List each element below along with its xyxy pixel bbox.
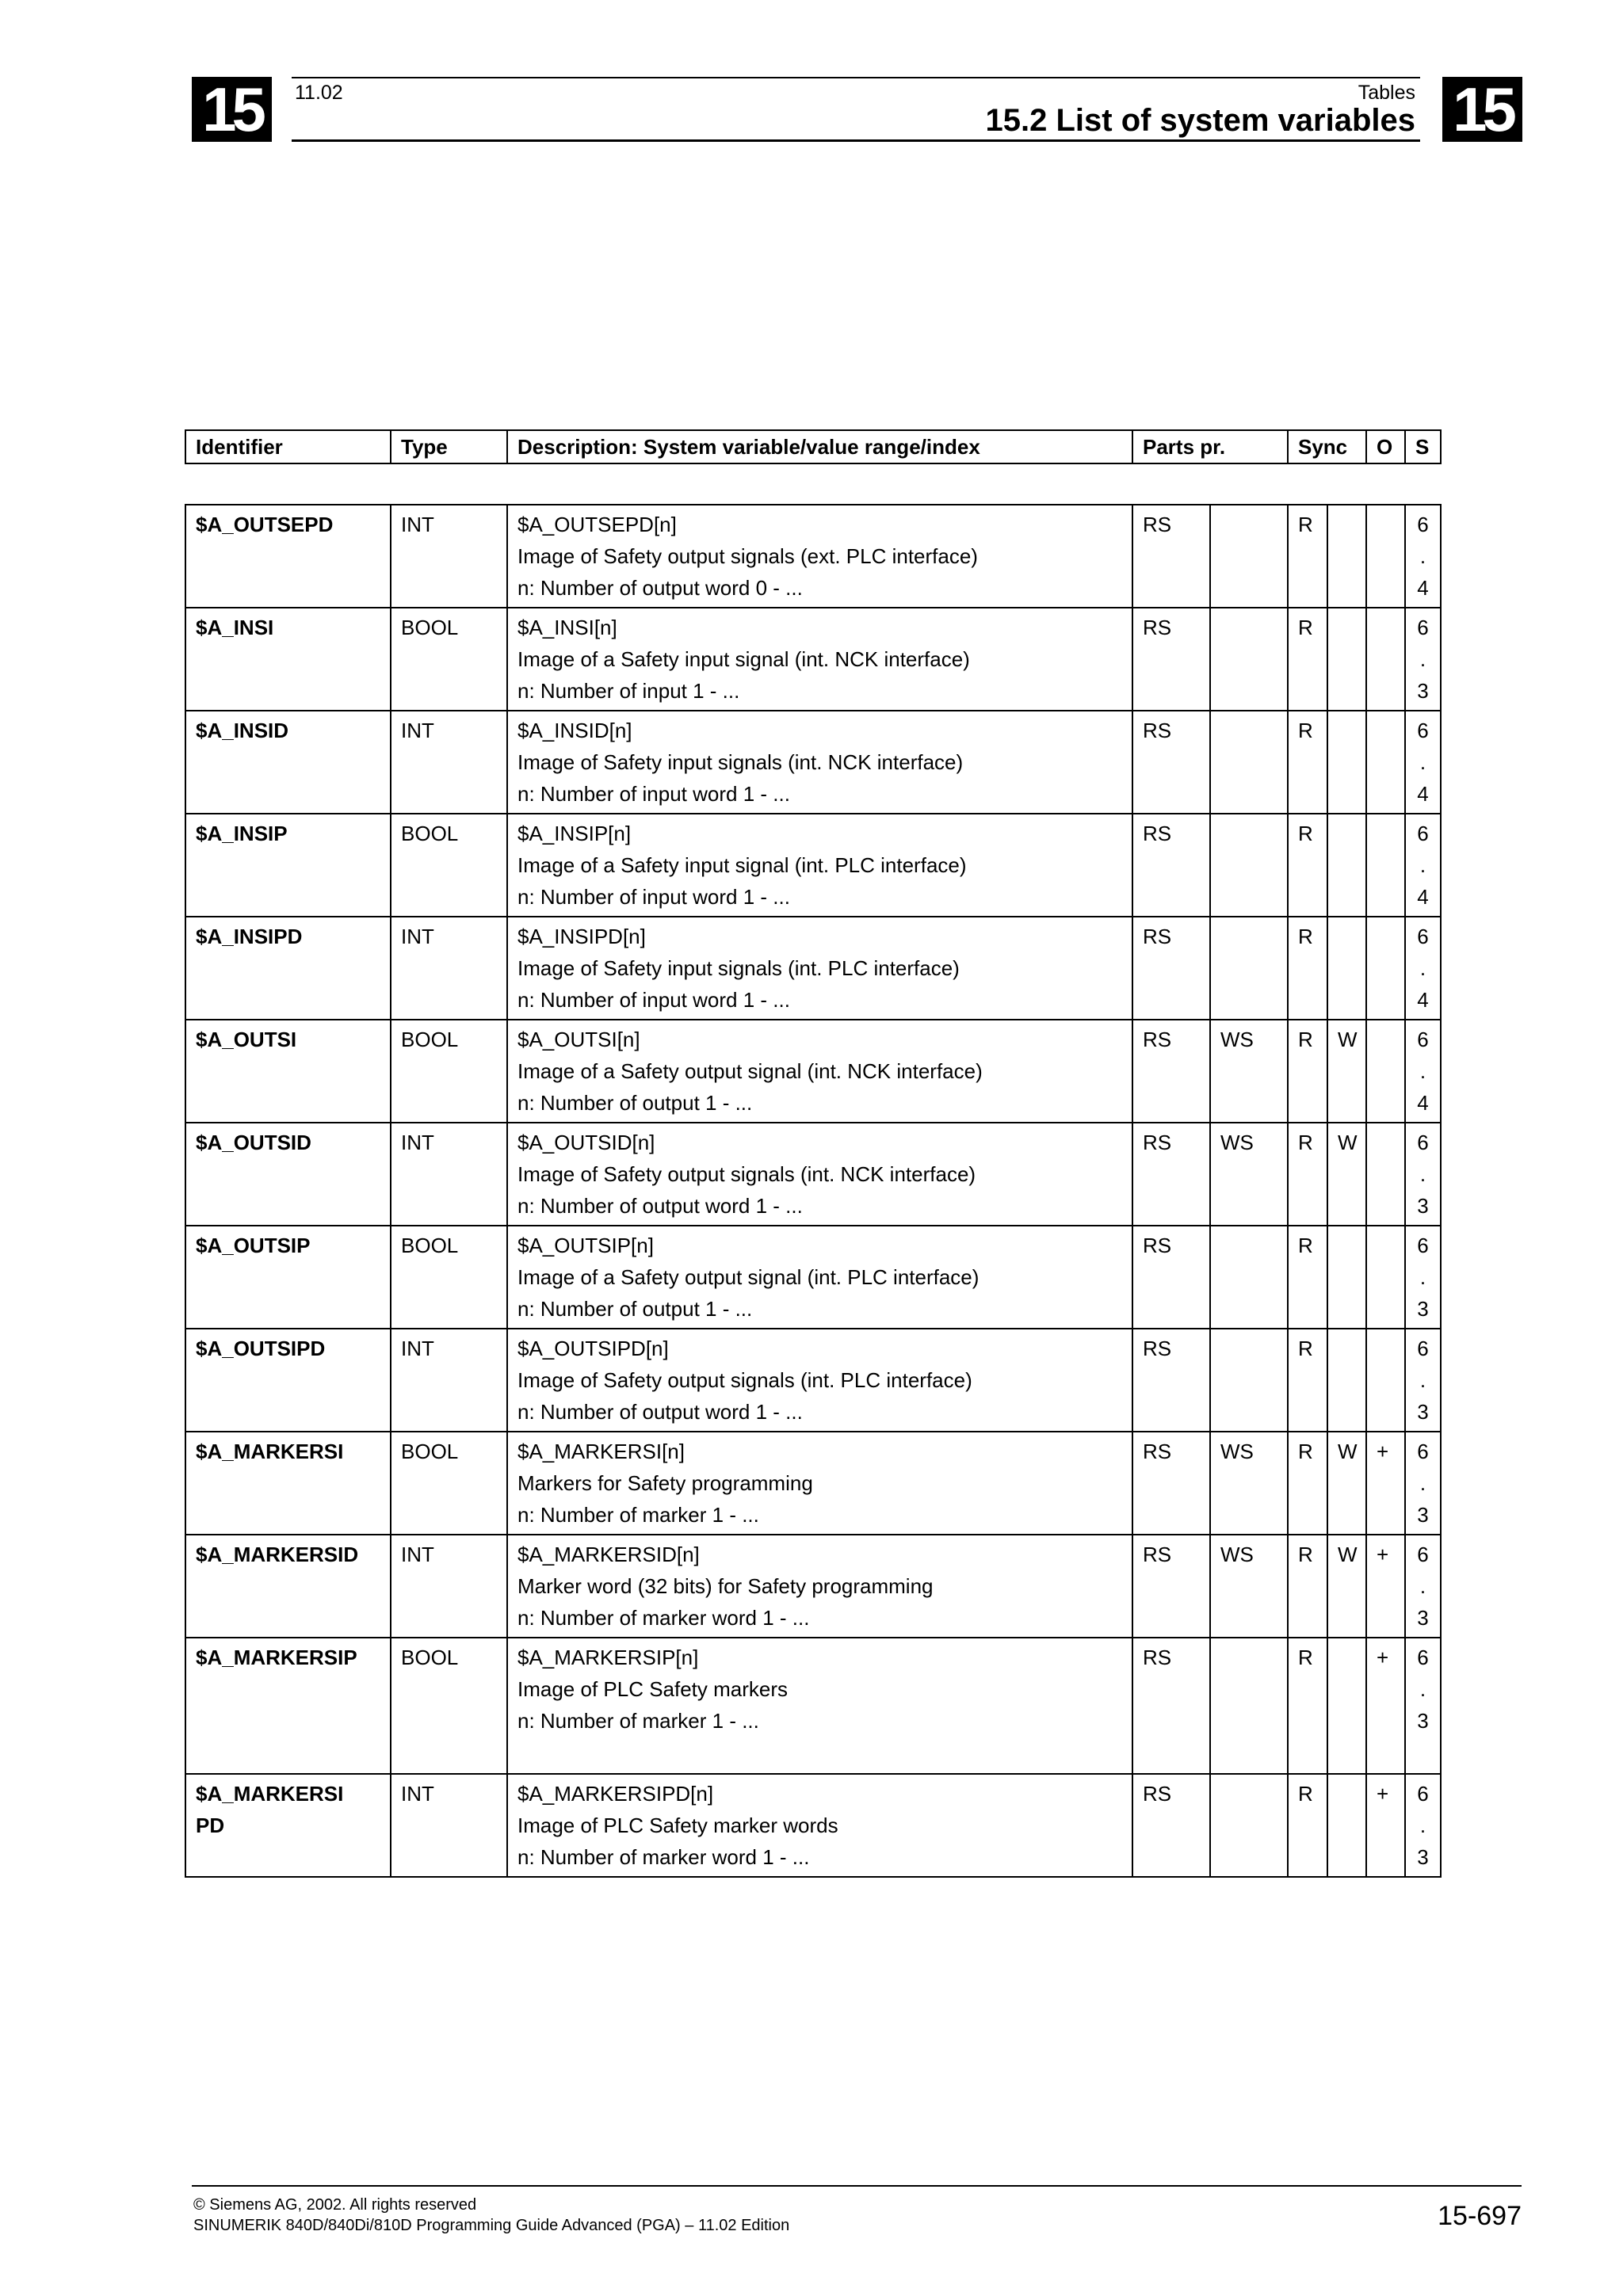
s-char: 3 <box>1417 1400 1429 1424</box>
s-char: 3 <box>1417 679 1429 703</box>
cell-s <box>1405 1535 1441 1638</box>
cell-o <box>1366 1329 1405 1432</box>
cell-sync-write <box>1327 1329 1366 1432</box>
cell-identifier: $A_OUTSIPD <box>185 1329 391 1432</box>
table-row <box>185 1226 1441 1329</box>
page-title: 15.2 List of system variables <box>985 103 1415 138</box>
s-char: 4 <box>1417 988 1429 1012</box>
cell-sync-write <box>1327 1774 1366 1877</box>
cell-o <box>1366 1020 1405 1123</box>
description-line: n: Number of input word 1 - ... <box>517 885 790 909</box>
s-char: . <box>1419 1059 1426 1083</box>
table-row <box>185 1774 1441 1877</box>
s-char: . <box>1419 1677 1426 1701</box>
system-variables-table <box>185 504 1442 1878</box>
description-line: n: Number of output word 1 - ... <box>517 1400 803 1424</box>
table-row <box>185 608 1441 711</box>
description-line: Marker word (32 bits) for Safety programming <box>517 1574 934 1598</box>
s-char: 3 <box>1417 1606 1429 1630</box>
s-char: 4 <box>1417 1091 1429 1115</box>
cell-type: BOOL <box>391 1432 507 1535</box>
s-char: 6 <box>1417 1131 1429 1154</box>
footer-rule <box>192 2185 1522 2187</box>
cell-sync-read: R <box>1288 1020 1327 1123</box>
cell-sync-read: R <box>1288 1329 1327 1432</box>
s-char: 6 <box>1417 1646 1429 1669</box>
cell-o: + <box>1366 1774 1405 1877</box>
cell-sync-write: W <box>1327 1535 1366 1638</box>
cell-sync-read: R <box>1288 1774 1327 1877</box>
s-char: 4 <box>1417 782 1429 806</box>
cell-s <box>1405 1774 1441 1877</box>
cell-description <box>507 1432 1132 1535</box>
header-rule-top <box>292 77 1420 78</box>
chapter-number-left: 15 <box>192 77 272 142</box>
description-line: n: Number of marker 1 - ... <box>517 1503 759 1527</box>
cell-parts-write: WS <box>1210 1535 1288 1638</box>
column-header-description: Description: System variable/value range/index <box>507 430 1132 463</box>
cell-identifier: $A_MARKERSID <box>185 1535 391 1638</box>
cell-sync-write <box>1327 917 1366 1020</box>
cell-description <box>507 1123 1132 1226</box>
cell-sync-read: R <box>1288 1123 1327 1226</box>
column-header-type: Type <box>391 430 507 463</box>
description-line: n: Number of marker word 1 - ... <box>517 1845 810 1869</box>
cell-parts-read: RS <box>1132 711 1210 814</box>
cell-s <box>1405 1226 1441 1329</box>
cell-sync-read: R <box>1288 505 1327 608</box>
cell-o <box>1366 814 1405 917</box>
cell-description <box>507 505 1132 608</box>
description-line: Image of Safety input signals (int. NCK interface) <box>517 750 964 774</box>
cell-sync-read: R <box>1288 711 1327 814</box>
description-line: $A_MARKERSIP[n] <box>517 1646 699 1669</box>
table-row <box>185 1329 1441 1432</box>
cell-sync-write <box>1327 1638 1366 1774</box>
cell-o: + <box>1366 1638 1405 1774</box>
column-header-sync: Sync <box>1288 430 1366 463</box>
s-char: . <box>1419 1574 1426 1598</box>
s-char: 4 <box>1417 576 1429 600</box>
cell-o <box>1366 608 1405 711</box>
cell-description <box>507 814 1132 917</box>
cell-o <box>1366 505 1405 608</box>
description-line: $A_OUTSI[n] <box>517 1028 640 1051</box>
cell-sync-write: W <box>1327 1020 1366 1123</box>
cell-s <box>1405 1329 1441 1432</box>
cell-parts-write <box>1210 711 1288 814</box>
cell-sync-write <box>1327 814 1366 917</box>
cell-identifier: $A_INSIP <box>185 814 391 917</box>
s-char: . <box>1419 1265 1426 1289</box>
cell-parts-read: RS <box>1132 1432 1210 1535</box>
description-line: Image of a Safety output signal (int. PLC interface) <box>517 1265 980 1289</box>
description-line: n: Number of output 1 - ... <box>517 1297 753 1321</box>
cell-parts-read: RS <box>1132 505 1210 608</box>
cell-identifier: $A_OUTSID <box>185 1123 391 1226</box>
table-row <box>185 711 1441 814</box>
description-line: $A_OUTSEPD[n] <box>517 513 677 536</box>
s-char: 3 <box>1417 1709 1429 1733</box>
table-row <box>185 1432 1441 1535</box>
cell-s <box>1405 505 1441 608</box>
s-char: 3 <box>1417 1194 1429 1218</box>
cell-parts-write: WS <box>1210 1432 1288 1535</box>
cell-description <box>507 1535 1132 1638</box>
description-line: $A_MARKERSI[n] <box>517 1440 685 1463</box>
cell-parts-write <box>1210 608 1288 711</box>
s-char: 6 <box>1417 925 1429 948</box>
description-line: $A_MARKERSID[n] <box>517 1543 700 1566</box>
table-row <box>185 917 1441 1020</box>
table-header <box>185 429 1442 464</box>
cell-s <box>1405 608 1441 711</box>
cell-s <box>1405 1123 1441 1226</box>
description-line: Image of Safety output signals (int. PLC interface) <box>517 1368 972 1392</box>
cell-description <box>507 711 1132 814</box>
description-line: n: Number of input word 1 - ... <box>517 988 790 1012</box>
cell-type: INT <box>391 1329 507 1432</box>
cell-description <box>507 608 1132 711</box>
s-char: . <box>1419 750 1426 774</box>
cell-parts-read: RS <box>1132 1638 1210 1774</box>
cell-identifier: $A_INSIPD <box>185 917 391 1020</box>
description-line: n: Number of marker word 1 - ... <box>517 1606 810 1630</box>
description-line: $A_OUTSIP[n] <box>517 1234 654 1257</box>
cell-sync-write: W <box>1327 1432 1366 1535</box>
footer-copyright: © Siemens AG, 2002. All rights reserved <box>193 2196 477 2214</box>
description-line: Image of a Safety input signal (int. NCK interface) <box>517 647 970 671</box>
cell-parts-write <box>1210 1774 1288 1877</box>
cell-identifier: $A_MARKERSIP <box>185 1638 391 1774</box>
cell-o <box>1366 1123 1405 1226</box>
cell-parts-read: RS <box>1132 1535 1210 1638</box>
cell-s <box>1405 814 1441 917</box>
cell-parts-read: RS <box>1132 1226 1210 1329</box>
description-line: Image of Safety input signals (int. PLC interface) <box>517 956 960 980</box>
cell-parts-read: RS <box>1132 1774 1210 1877</box>
cell-type: INT <box>391 1774 507 1877</box>
cell-parts-write <box>1210 917 1288 1020</box>
description-line: Image of a Safety output signal (int. NCK interface) <box>517 1059 983 1083</box>
cell-s <box>1405 1638 1441 1774</box>
cell-sync-write <box>1327 1226 1366 1329</box>
cell-parts-write: WS <box>1210 1123 1288 1226</box>
cell-identifier <box>185 1774 391 1877</box>
cell-description <box>507 1638 1132 1774</box>
s-char: . <box>1419 1368 1426 1392</box>
cell-identifier: $A_OUTSEPD <box>185 505 391 608</box>
table-row <box>185 814 1441 917</box>
description-line: $A_MARKERSIPD[n] <box>517 1782 714 1806</box>
cell-sync-write <box>1327 505 1366 608</box>
description-line: n: Number of output 1 - ... <box>517 1091 753 1115</box>
cell-identifier: $A_OUTSIP <box>185 1226 391 1329</box>
cell-type: BOOL <box>391 1020 507 1123</box>
cell-o <box>1366 711 1405 814</box>
cell-type: BOOL <box>391 814 507 917</box>
footer-document-title: SINUMERIK 840D/840Di/810D Programming Guide Advanced (PGA) – 11.02 Edition <box>193 2217 790 2234</box>
cell-identifier: $A_INSI <box>185 608 391 711</box>
description-line: n: Number of output word 1 - ... <box>517 1194 803 1218</box>
cell-parts-read: RS <box>1132 814 1210 917</box>
cell-type: INT <box>391 711 507 814</box>
description-line: $A_OUTSID[n] <box>517 1131 655 1154</box>
description-line: Image of Safety output signals (int. NCK interface) <box>517 1162 976 1186</box>
cell-parts-read: RS <box>1132 1020 1210 1123</box>
page-number: 15-697 <box>1438 2201 1522 2231</box>
description-line: n: Number of input word 1 - ... <box>517 782 790 806</box>
s-char: 3 <box>1417 1503 1429 1527</box>
s-char: 6 <box>1417 1234 1429 1257</box>
cell-parts-write <box>1210 814 1288 917</box>
description-line: Markers for Safety programming <box>517 1471 813 1495</box>
cell-sync-read: R <box>1288 1432 1327 1535</box>
cell-sync-write <box>1327 711 1366 814</box>
s-char: . <box>1419 853 1426 877</box>
s-char: 4 <box>1417 885 1429 909</box>
cell-s <box>1405 1432 1441 1535</box>
s-char: . <box>1419 647 1426 671</box>
cell-o <box>1366 917 1405 1020</box>
s-char: 3 <box>1417 1297 1429 1321</box>
cell-s <box>1405 711 1441 814</box>
cell-o: + <box>1366 1535 1405 1638</box>
table-row <box>185 1020 1441 1123</box>
s-char: . <box>1419 1471 1426 1495</box>
description-line: n: Number of output word 0 - ... <box>517 576 803 600</box>
header-date: 11.02 <box>295 82 343 104</box>
s-char: . <box>1419 956 1426 980</box>
cell-parts-write: WS <box>1210 1020 1288 1123</box>
column-header-s: S <box>1405 430 1441 463</box>
cell-description <box>507 917 1132 1020</box>
cell-description <box>507 1020 1132 1123</box>
header-rule-bottom <box>292 139 1420 142</box>
cell-type: BOOL <box>391 608 507 711</box>
cell-parts-write <box>1210 1329 1288 1432</box>
chapter-number-right: 15 <box>1442 77 1522 142</box>
cell-parts-read: RS <box>1132 1329 1210 1432</box>
identifier-part: PD <box>196 1814 225 1837</box>
cell-type: INT <box>391 505 507 608</box>
description-line: $A_INSIP[n] <box>517 822 632 845</box>
cell-description <box>507 1774 1132 1877</box>
description-line: $A_INSI[n] <box>517 616 617 639</box>
table-row <box>185 505 1441 608</box>
description-line: n: Number of input 1 - ... <box>517 679 740 703</box>
s-char: 6 <box>1417 616 1429 639</box>
description-line: $A_INSID[n] <box>517 719 632 742</box>
cell-identifier: $A_MARKERSI <box>185 1432 391 1535</box>
cell-o: + <box>1366 1432 1405 1535</box>
cell-type: BOOL <box>391 1226 507 1329</box>
s-char: 6 <box>1417 513 1429 536</box>
s-char: . <box>1419 544 1426 568</box>
column-header-parts-pr: Parts pr. <box>1132 430 1288 463</box>
cell-parts-write <box>1210 1226 1288 1329</box>
s-char: 3 <box>1417 1845 1429 1869</box>
s-char: . <box>1419 1162 1426 1186</box>
s-char: 6 <box>1417 1543 1429 1566</box>
cell-type: INT <box>391 917 507 1020</box>
cell-description <box>507 1329 1132 1432</box>
identifier-part: $A_MARKERSI <box>196 1782 344 1806</box>
s-char: 6 <box>1417 1440 1429 1463</box>
cell-identifier: $A_INSID <box>185 711 391 814</box>
cell-sync-read: R <box>1288 1535 1327 1638</box>
table-row <box>185 1535 1441 1638</box>
column-header-identifier: Identifier <box>185 430 391 463</box>
description-line: Image of a Safety input signal (int. PLC interface) <box>517 853 967 877</box>
cell-parts-write <box>1210 1638 1288 1774</box>
cell-s <box>1405 917 1441 1020</box>
s-char: 6 <box>1417 719 1429 742</box>
cell-sync-read: R <box>1288 1226 1327 1329</box>
cell-description <box>507 1226 1132 1329</box>
cell-sync-read: R <box>1288 608 1327 711</box>
description-line: Image of PLC Safety markers <box>517 1677 789 1701</box>
table-row <box>185 1638 1441 1774</box>
table-row <box>185 1123 1441 1226</box>
cell-s <box>1405 1020 1441 1123</box>
s-char: 6 <box>1417 1337 1429 1360</box>
cell-parts-read: RS <box>1132 1123 1210 1226</box>
column-header-o: O <box>1366 430 1405 463</box>
cell-type: INT <box>391 1535 507 1638</box>
cell-type: BOOL <box>391 1638 507 1774</box>
description-line: Image of Safety output signals (ext. PLC interface) <box>517 544 978 568</box>
cell-sync-read: R <box>1288 1638 1327 1774</box>
cell-parts-read: RS <box>1132 917 1210 1020</box>
cell-sync-write <box>1327 608 1366 711</box>
header-section-name: Tables <box>1358 82 1415 104</box>
s-char: 6 <box>1417 822 1429 845</box>
cell-parts-write <box>1210 505 1288 608</box>
s-char: 6 <box>1417 1028 1429 1051</box>
description-line: $A_INSIPD[n] <box>517 925 646 948</box>
description-line: Image of PLC Safety marker words <box>517 1814 838 1837</box>
cell-type: INT <box>391 1123 507 1226</box>
description-line: $A_OUTSIPD[n] <box>517 1337 669 1360</box>
cell-parts-read: RS <box>1132 608 1210 711</box>
cell-sync-read: R <box>1288 917 1327 1020</box>
description-line: n: Number of marker 1 - ... <box>517 1709 759 1733</box>
cell-o <box>1366 1226 1405 1329</box>
cell-sync-write: W <box>1327 1123 1366 1226</box>
s-char: . <box>1419 1814 1426 1837</box>
cell-identifier: $A_OUTSI <box>185 1020 391 1123</box>
cell-sync-read: R <box>1288 814 1327 917</box>
s-char: 6 <box>1417 1782 1429 1806</box>
